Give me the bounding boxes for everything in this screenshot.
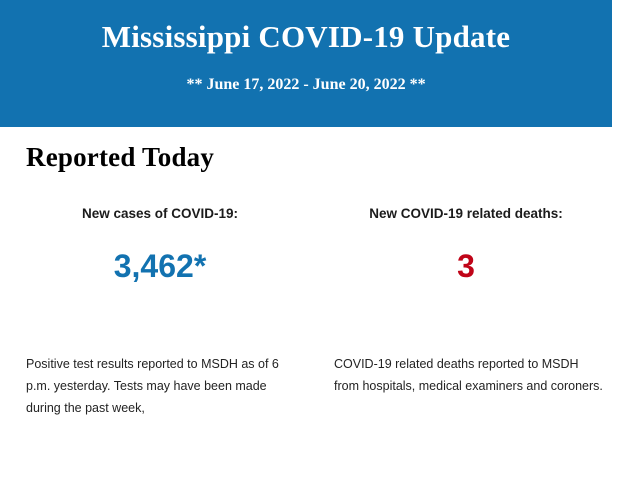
new-deaths-value: 3 xyxy=(457,248,475,284)
section-heading: Reported Today xyxy=(26,142,215,172)
new-cases-label: New cases of COVID-19: xyxy=(81,206,239,221)
page-title: Mississippi COVID-19 Update xyxy=(101,19,511,54)
stats-row xyxy=(0,205,620,419)
stat-card-new-cases xyxy=(0,205,310,419)
stat-card-new-deaths xyxy=(310,205,620,419)
new-deaths-note: COVID-19 related deaths reported to MSDH from hospitals, medical examiners and coroners. xyxy=(334,357,603,393)
new-cases-note: Positive test results reported to MSDH as of 6 p.m. yesterday. Tests may have been made during the past week, xyxy=(26,357,279,415)
header-banner xyxy=(0,0,612,127)
date-range: ** June 17, 2022 - June 20, 2022 ** xyxy=(186,76,426,93)
new-deaths-label: New COVID-19 related deaths: xyxy=(369,206,563,221)
new-cases-value: 3,462* xyxy=(113,248,207,284)
